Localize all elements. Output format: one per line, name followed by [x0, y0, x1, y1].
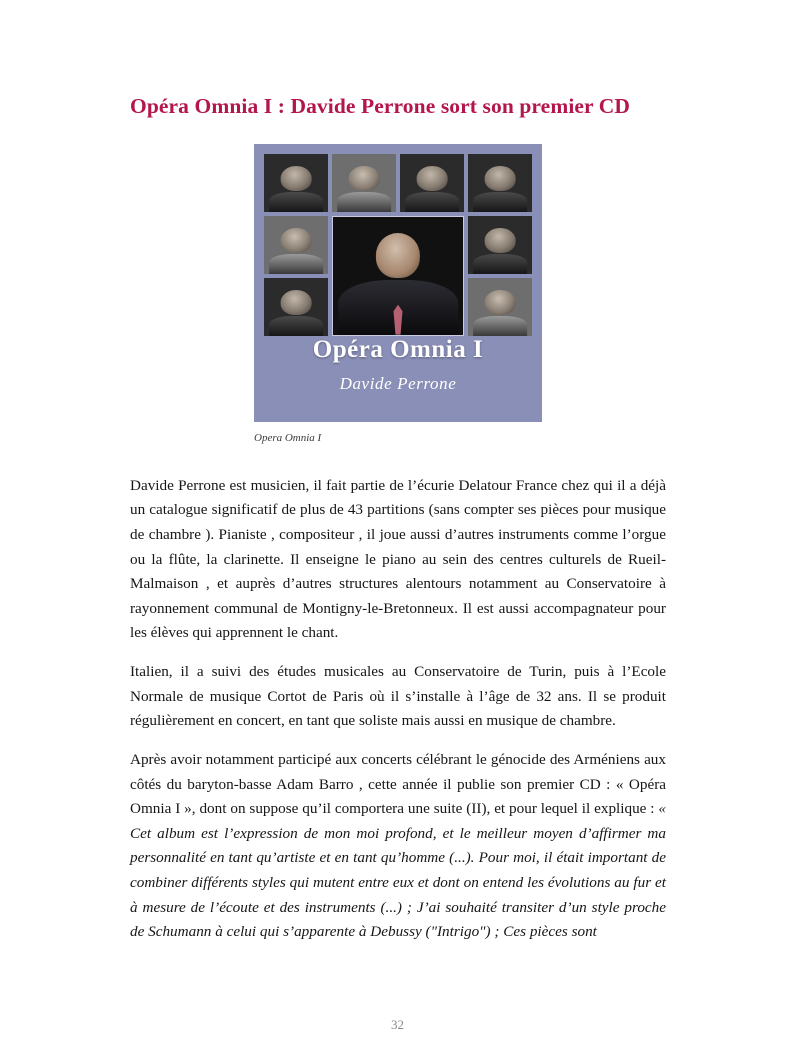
paragraph-3 — [130, 748, 666, 945]
article-content — [130, 92, 666, 959]
musician-photo — [264, 154, 328, 212]
necktie-shape — [394, 305, 403, 335]
musicians-photo-grid — [264, 154, 532, 336]
figure-caption: Opera Omnia I — [254, 431, 322, 444]
musician-photo — [468, 154, 532, 212]
page-number: 32 — [391, 1017, 404, 1032]
musician-photo — [264, 216, 328, 274]
paragraph-2: Italien, il a suivi des études musicales au Conservatoire de Turin, puis à l’Ecole Normale de musique Cortot de Paris où il s’installe à l’âge de 32 ans. Il se produit régulièrement en concert, en tant que soliste mais aussi en musique de chambre. — [130, 663, 666, 730]
main-portrait-photo — [332, 216, 464, 336]
cd-cover-image-wrap — [130, 144, 666, 422]
page-title: Opéra Omnia I : Davide Perrone sort son premier CD — [130, 94, 631, 118]
musician-photo — [468, 278, 532, 336]
musician-photo — [332, 154, 396, 212]
cd-cover-figure — [130, 144, 666, 444]
musician-photo — [264, 278, 328, 336]
cd-cover-title: Opéra Omnia I — [312, 335, 484, 363]
paragraph-1: Davide Perrone est musicien, il fait partie de l’écurie Delatour France chez qui il a déjà un catalogue significatif de plus de 43 partitions (sans compter ses pièces pour musique de chambre ). Pianiste , compositeur , il joue aussi d’autres instruments comme l’orgue ou la flûte, la clarinette. Il enseigne le piano au sein des centres culturels de Rueil-Malmaison , et auprès d’autres structures alentours notamment au Conservatoire à rayonnement communal de Montigny-le-Bretonneux. Il est aussi accompagnateur pour les élèves qui apprennent le chant. — [130, 476, 666, 642]
musician-photo — [400, 154, 464, 212]
cd-cover-image — [254, 144, 542, 422]
musician-photo — [468, 216, 532, 274]
paragraph-3-quote: « Cet album est l’expression de mon moi profond, et le meilleur moyen d’affirmer ma personnalité en tant qu’artiste et en tant qu’homme (...). Pour moi, il était important de combiner différents styles qui mutent entre eux et dont on entend les évolutions au fur et à mesure de l’écoute et des instruments (...) ; J’ai souhaité transiter d’un style proche de Schumann à celui qui s’apparente à Debussy ("Intrigo") ; Ces pièces sont — [130, 800, 666, 941]
paragraph-3-lead: Après avoir notamment participé aux concerts célébrant le génocide des Arméniens aux côtés du baryton-basse Adam Barro , cette année il publie son premier CD : « Opéra Omnia I », dont on suppose qu’il comportera une suite (II), et pour lequel il explique : — [130, 750, 666, 818]
cd-cover-artist: Davide Perrone — [339, 373, 457, 393]
